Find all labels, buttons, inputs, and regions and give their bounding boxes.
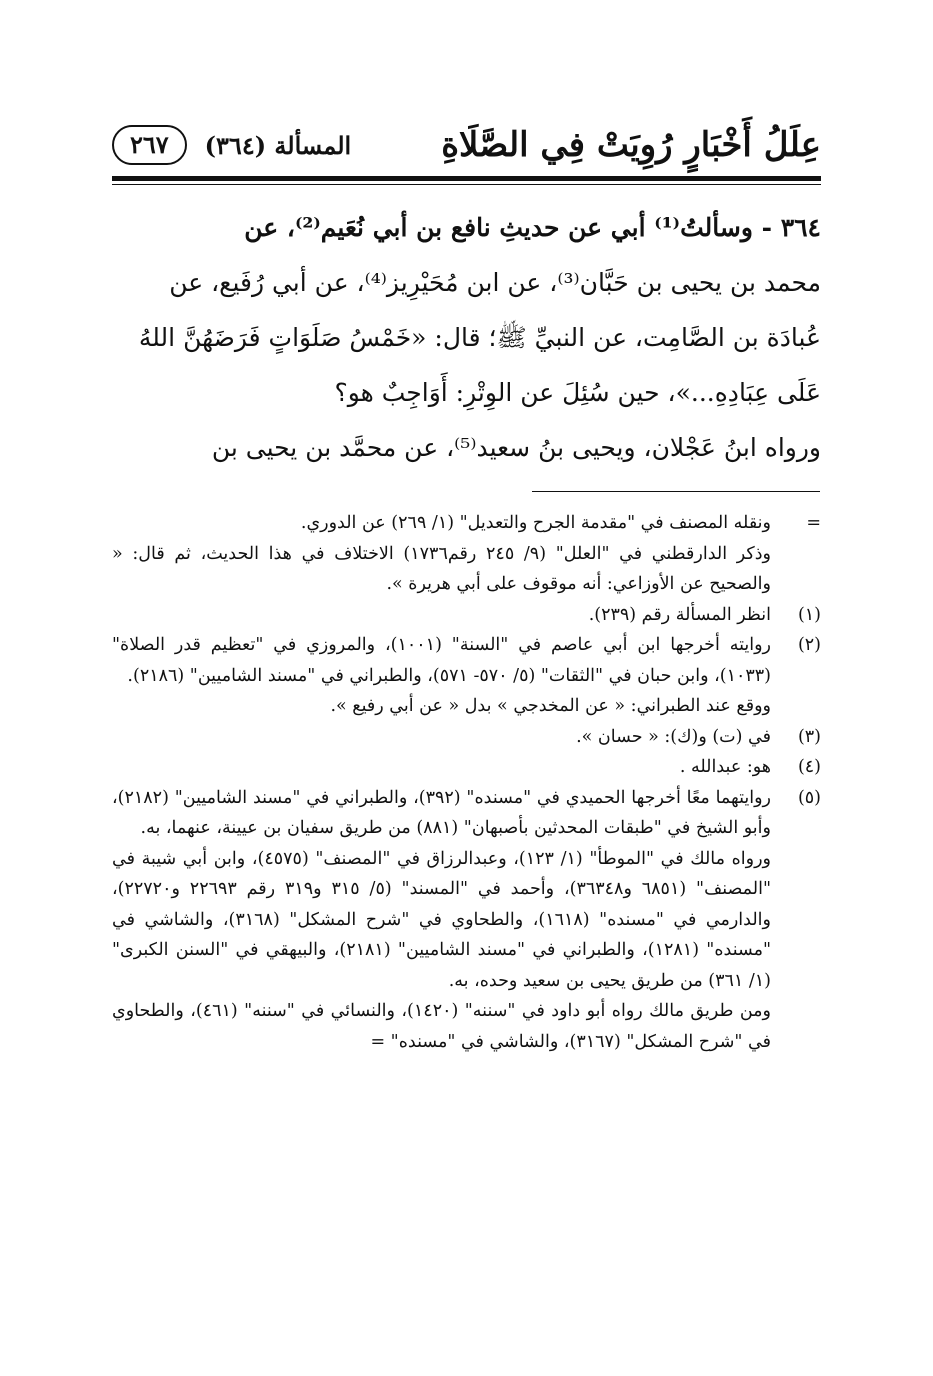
header-rule-thick <box>112 176 821 181</box>
footnote-4 <box>112 752 821 783</box>
footnote-text: ومن طريق مالك رواه أبو داود في "سننه" (١٤٢٠)، والنسائي في "سننه" (٤٦١)، والطحاوي في "شرح المشكل" (٣١٦٧)، والشاشي في "مسنده" = <box>112 1001 771 1052</box>
section-reference <box>112 125 351 165</box>
page-header <box>112 118 821 172</box>
footnote-marker: = <box>806 513 821 533</box>
footnote-marker: (١) <box>797 604 821 625</box>
footnote-text: وذكر الدارقطني في "العلل" (٩/ ٢٤٥ رقم١٧٣٦) الاختلاف في هذا الحديث، ثم قال: « والصحيح عن الأوزاعي: أنه موقوف على أبي هريرة ». <box>112 543 771 594</box>
footnote-marker: (٤) <box>797 757 821 777</box>
footnote-text: هو: عبدالله . <box>679 757 771 777</box>
main-line-3: عُبادَة بن الصَّامِت، عن النبيِّ ﷺ؛ قال: «خَمْسُ صَلَوَاتٍ فَرَضَهُنَّ اللهُ <box>138 323 821 352</box>
footnote-text: في (ت) و(ك): « حسان ». <box>576 726 771 747</box>
main-line-2: محمد بن يحيى بن حَبَّان⁽³⁾، عن ابن مُحَيْرِيز⁽⁴⁾، عن أبي رُفَيع، عن <box>169 268 821 297</box>
footnote-marker: (٥) <box>797 787 821 808</box>
footnote-5 <box>112 783 821 1058</box>
section-label: المسألة (٣٦٤) <box>204 130 352 160</box>
footnote-3 <box>112 722 821 753</box>
footnote-marker: (٢) <box>797 635 821 655</box>
main-continuation: ورواه ابنُ عَجْلان، ويحيى بنُ سعيد⁽⁵⁾، عن محمَّد بن يحيى بن <box>211 433 821 462</box>
footnote-1 <box>112 600 821 631</box>
footnote-text: ورواه مالك في "الموطأ" (١/ ١٢٣)، وعبدالرزاق في "المصنف" (٤٥٧٥)، وابن أبي شيبة في "المصنف" (٦٨٥١ و٣٦٣٤٨)، وأحمد في "المسند" (٥/ ٣١٥ و٣١٩ رقم ٢٢٦٩٣ و٢٢٧٢٠)، والدارمي في "مسنده" (١٦١٨)، والطحاوي في "شرح المشكل" (٣١٦٨)، والشاشي في "مسنده" (١٢٨١)، والطبراني في "مسند الشاميين" (٢١٨١)، والبيهقي في "السنن الكبرى" (١/ ٣٦١) من طريق يحيى بن سعيد وحده، به. <box>112 848 772 991</box>
footnote-text: روايتهما معًا أخرجها الحميدي في "مسنده" (٣٩٢)، والطبراني في "مسند الشاميين" (٢١٨٢)، وأبو الشيخ في "طبقات المحدثين بأصبهان" (٨٨١) من طريق سفيان بن عيينة، عنهما، به. <box>112 787 771 838</box>
footnote-text: ونقله المصنف في "مقدمة الجرح والتعديل" (١/ ٢٦٩) عن الدوري. <box>300 513 771 533</box>
footnote-continued <box>112 508 821 600</box>
main-line-4: عَلَى عِبَادِهِ...»، حين سُئِلَ عن الوِتْرِ: أَوَاجِبٌ هو؟ <box>334 378 821 407</box>
main-line-1: ٣٦٤ - وسألتُ⁽¹⁾ أبي عن حديثِ نافع بن أبي نُعَيم⁽²⁾، عن <box>244 213 821 242</box>
footnote-text: انظر المسألة رقم (٢٣٩). <box>588 604 771 625</box>
footnote-marker: (٣) <box>797 726 821 747</box>
header-rule-thin <box>112 184 821 185</box>
footnotes <box>112 508 821 1057</box>
main-text <box>112 200 821 475</box>
page-number: ٢٦٧ <box>112 125 187 165</box>
book-title: عِلَلُ أَخْبَارٍ رُوِيَتْ فِي الصَّلَاةِ <box>441 125 821 165</box>
footnote-text: روايته أخرجها ابن أبي عاصم في "السنة" (١٠٠١)، والمروزي في "تعظيم قدر الصلاة" (١٠٣٣)، وابن حبان في "الثقات" (٥/ ٥٧٠- ٥٧١)، والطبراني في "مسند الشاميين" (٢١٨٦). <box>112 635 771 686</box>
footnote-2 <box>112 630 821 722</box>
footnote-text: ووقع عند الطبراني: « عن المخدجي » بدل « عن أبي رفيع ». <box>330 696 771 716</box>
footnote-separator <box>532 491 820 492</box>
